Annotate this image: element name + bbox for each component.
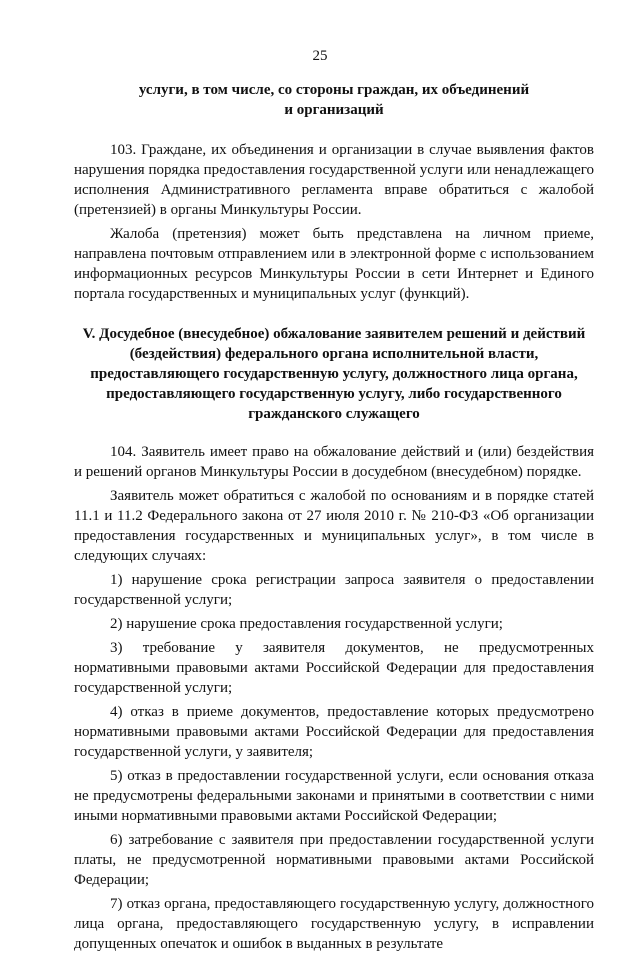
heading-line: предоставляющего государственную услугу, должностного лица органа, [90,366,578,382]
paragraph-103: 103. Граждане, их объединения и организации в случае выявления фактов нарушения порядка предоставления государственной услуги или ненадлежащего исполнения Административного регламента вправе обратиться с жалобой (претензией) в органы Минкультуры России. [74,142,594,218]
heading-line: V. Досудебное (внесудебное) обжалование заявителем решений и действий [82,326,586,342]
section-heading-continued [74,80,594,120]
page-content [74,80,594,954]
section-v-heading [74,324,594,424]
paragraph-104: 104. Заявитель имеет право на обжалование действий и (или) бездействия и решений органов Минкультуры России в досудебном (внесудебном) порядке. [74,444,594,480]
paragraph-complaint-submission: Жалоба (претензия) может быть представлена на личном приеме, направлена почтовым отправлением или в электронной форме с использованием информационных ресурсов Минкультуры России в сети Интернет и Единого портала государственных и муниципальных услуг (функций). [74,226,594,302]
heading-line: (бездействия) федерального органа исполнительной власти, [129,346,539,362]
case-item: 7) отказ органа, предоставляющего государственную услугу, должностного лица органа, предоставляющего государственную услугу, в исправлении допущенных опечаток и ошибок в выданных в результате [74,896,594,952]
heading-line: услуги, в том числе, со стороны граждан, их объединений [138,82,530,98]
case-item: 2) нарушение срока предоставления государственной услуги; [110,616,503,632]
page-number: 25 [312,48,328,64]
heading-line: предоставляющего государственную услугу, либо государственного [106,386,562,402]
case-item: 6) затребование с заявителя при предоставлении государственной услуги платы, не предусмотренной нормативными правовыми актами Российской Федерации; [74,832,594,888]
case-item: 1) нарушение срока регистрации запроса заявителя о предоставлении государственной услуги; [74,572,594,608]
case-item: 5) отказ в предоставлении государственной услуги, если основания отказа не предусмотрены федеральными законами и принятыми в соответствии с ними иными нормативными правовыми актами Российской Федерации; [74,768,594,824]
heading-line: гражданского служащего [248,406,420,422]
case-item: 4) отказ в приеме документов, предоставление которых предусмотрено нормативными правовыми актами Российской Федерации для предоставления государственной услуги, у заявителя; [74,704,594,760]
case-item: 3) требование у заявителя документов, не предусмотренных нормативными правовыми актами Российской Федерации для предоставления государственной услуги; [74,640,594,696]
heading-line: и организаций [284,102,384,118]
paragraph-grounds: Заявитель может обратиться с жалобой по основаниям и в порядке статей 11.1 и 11.2 Федерального закона от 27 июля 2010 г. № 210-ФЗ «Об организации предоставления государственных и муниципальных услуг», в том числе в следующих случаях: [74,488,594,564]
